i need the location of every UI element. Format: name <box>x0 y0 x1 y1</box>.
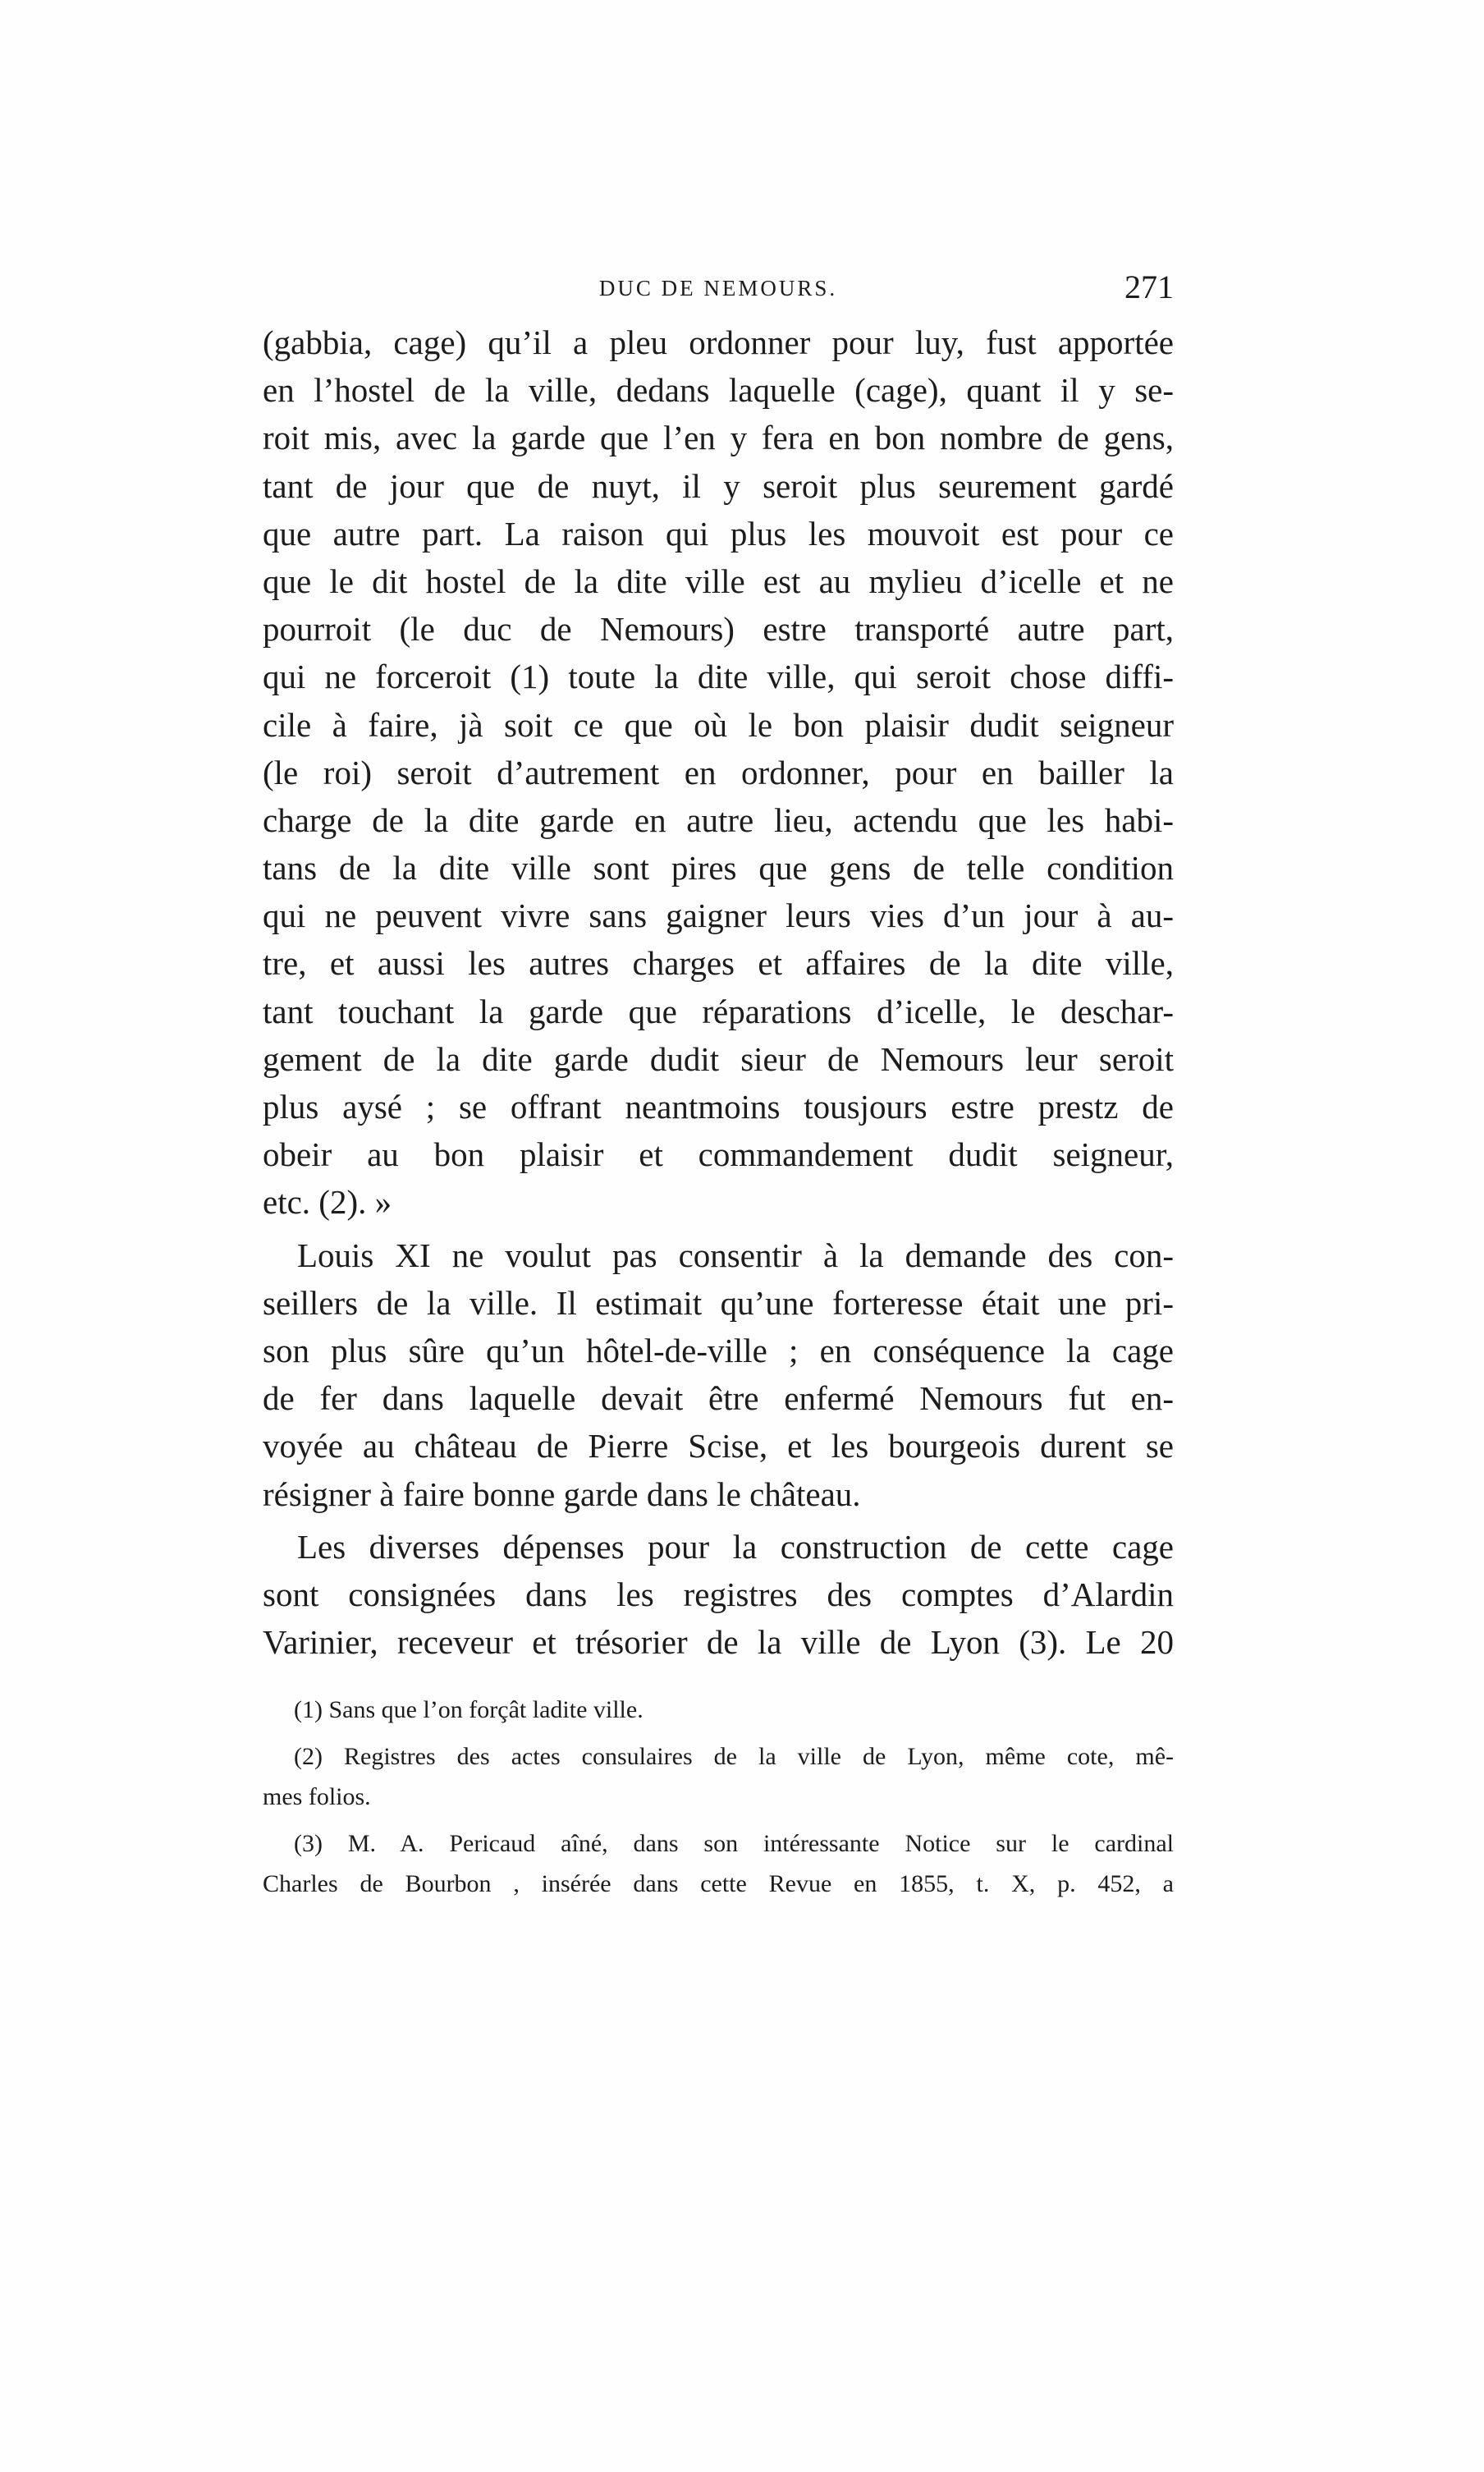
page-number: 271 <box>1124 268 1174 305</box>
text-line: seillers de la ville. Il estimait qu’une forteresse était une pri- <box>263 1283 1174 1322</box>
text-line: qui ne forceroit (1) toute la dite ville, qui seroit chose diffi- <box>263 658 1174 696</box>
footnote-2-continued: mes folios. <box>263 1783 371 1810</box>
text-line: que autre part. La raison qui plus les mouvoit est pour ce <box>263 514 1174 553</box>
text-line: résigner à faire bonne garde dans le château. <box>263 1474 861 1513</box>
text-line: plus aysé ; se offrant neantmoins tousjours estre prestz de <box>263 1088 1174 1126</box>
main-text <box>263 319 1174 1666</box>
text-line: tans de la dite ville sont pires que gens de telle condition <box>263 849 1174 887</box>
footnote-1: (1) Sans que l’on forçât ladite ville. <box>294 1696 644 1723</box>
paragraph-first-line: Les diverses dépenses pour la construction de cette cage <box>297 1527 1174 1566</box>
footnote-3-continued: Charles de Bourbon , insérée dans cette Revue en 1855, t. X, p. 452, a <box>263 1870 1174 1897</box>
running-head <box>263 268 1174 309</box>
text-line: pourroit (le duc de Nemours) estre transporté autre part, <box>263 610 1174 649</box>
text-line: charge de la dite garde en autre lieu, actendu que les habi- <box>263 800 1174 839</box>
text-line: que le dit hostel de la dite ville est au mylieu d’icelle et ne <box>263 562 1174 600</box>
footnote-2: (2) Registres des actes consulaires de la ville de Lyon, même cote, mê- <box>294 1743 1174 1770</box>
paragraph-first-line: Louis XI ne voulut pas consentir à la demande des con- <box>297 1236 1174 1274</box>
footnotes <box>263 1690 1174 1904</box>
text-line: tant touchant la garde que réparations d’icelle, le deschar- <box>263 992 1174 1030</box>
footnote-3: (3) M. A. Pericaud aîné, dans son intéressante Notice sur le cardinal <box>294 1830 1174 1857</box>
text-line: roit mis, avec la garde que l’en y fera en bon nombre de gens, <box>263 419 1174 457</box>
text-line: qui ne peuvent vivre sans gaigner leurs vies d’un jour à au- <box>263 897 1174 935</box>
text-line: cile à faire, jà soit ce que où le bon plaisir dudit seigneur <box>263 705 1174 744</box>
text-line: (gabbia, cage) qu’il a pleu ordonner pour luy, fust apportée <box>263 323 1174 361</box>
text-line: (le roi) seroit d’autrement en ordonner, pour en bailler la <box>263 753 1174 791</box>
text-line: voyée au château de Pierre Scise, et les bourgeois durent se <box>263 1427 1174 1465</box>
text-line: en l’hostel de la ville, dedans laquelle (cage), quant il y se- <box>263 371 1174 410</box>
text-line: etc. (2). » <box>263 1183 392 1222</box>
text-line: tant de jour que de nuyt, il y seroit plus seurement gardé <box>263 466 1174 505</box>
text-line: de fer dans laquelle devait être enfermé Nemours fut en- <box>263 1379 1174 1418</box>
running-title: DUC DE NEMOURS. <box>598 276 838 300</box>
text-line: son plus sûre qu’un hôtel-de-ville ; en conséquence la cage <box>263 1331 1174 1369</box>
text-line: sont consignées dans les registres des comptes d’Alardin <box>263 1575 1174 1613</box>
text-line: obeir au bon plaisir et commandement dudit seigneur, <box>263 1135 1174 1174</box>
text-line: gement de la dite garde dudit sieur de Nemours leur seroit <box>263 1039 1174 1078</box>
text-line: Varinier, receveur et trésorier de la ville de Lyon (3). Le 20 <box>263 1623 1174 1662</box>
text-line: tre, et aussi les autres charges et affaires de la dite ville, <box>263 944 1174 983</box>
